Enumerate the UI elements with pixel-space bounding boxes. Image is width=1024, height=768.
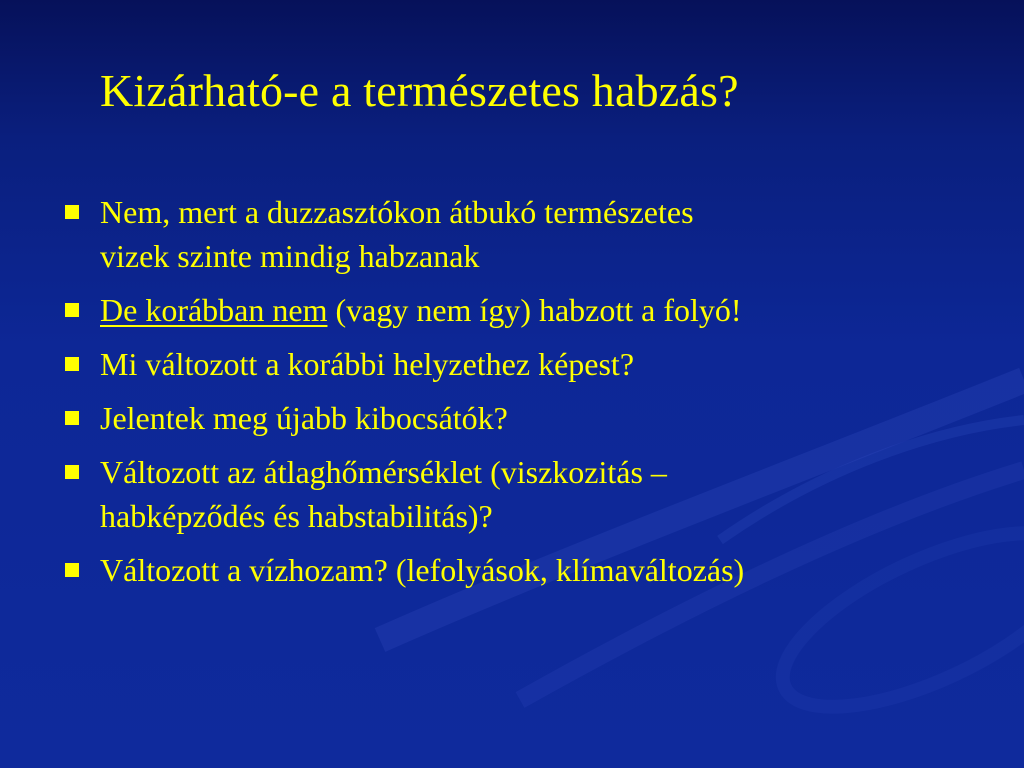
bullet-item: [62, 190, 962, 278]
bullet-item: [62, 288, 962, 332]
bullet-item: [62, 548, 962, 592]
bullet-item: [62, 396, 962, 440]
bullet-text-line2: habképződés és habstabilitás)?: [100, 498, 493, 534]
square-bullet-icon: [65, 411, 79, 425]
square-bullet-icon: [65, 357, 79, 371]
bullet-list: [62, 190, 962, 602]
bullet-text: Jelentek meg újabb kibocsátók?: [100, 400, 508, 436]
bullet-text-line1: Változott az átlaghőmérséklet (viszkozitás –: [100, 454, 667, 490]
square-bullet-icon: [65, 205, 79, 219]
bullet-text: Mi változott a korábbi helyzethez képest?: [100, 346, 635, 382]
bullet-underlined-text: De korábban nem: [100, 292, 328, 328]
square-bullet-icon: [65, 465, 79, 479]
square-bullet-icon: [65, 563, 79, 577]
slide-title: Kizárható-e a természetes habzás?: [100, 65, 739, 116]
bullet-text-line2: vizek szinte mindig habzanak: [100, 238, 480, 274]
square-bullet-icon: [65, 303, 79, 317]
bullet-item: [62, 342, 962, 386]
bullet-text-line1: Nem, mert a duzzasztókon átbukó természetes: [100, 194, 694, 230]
bullet-text: Változott a vízhozam? (lefolyások, klímaváltozás): [100, 552, 745, 588]
bullet-text: (vagy nem így) habzott a folyó!: [327, 292, 742, 328]
bullet-item: [62, 450, 962, 538]
